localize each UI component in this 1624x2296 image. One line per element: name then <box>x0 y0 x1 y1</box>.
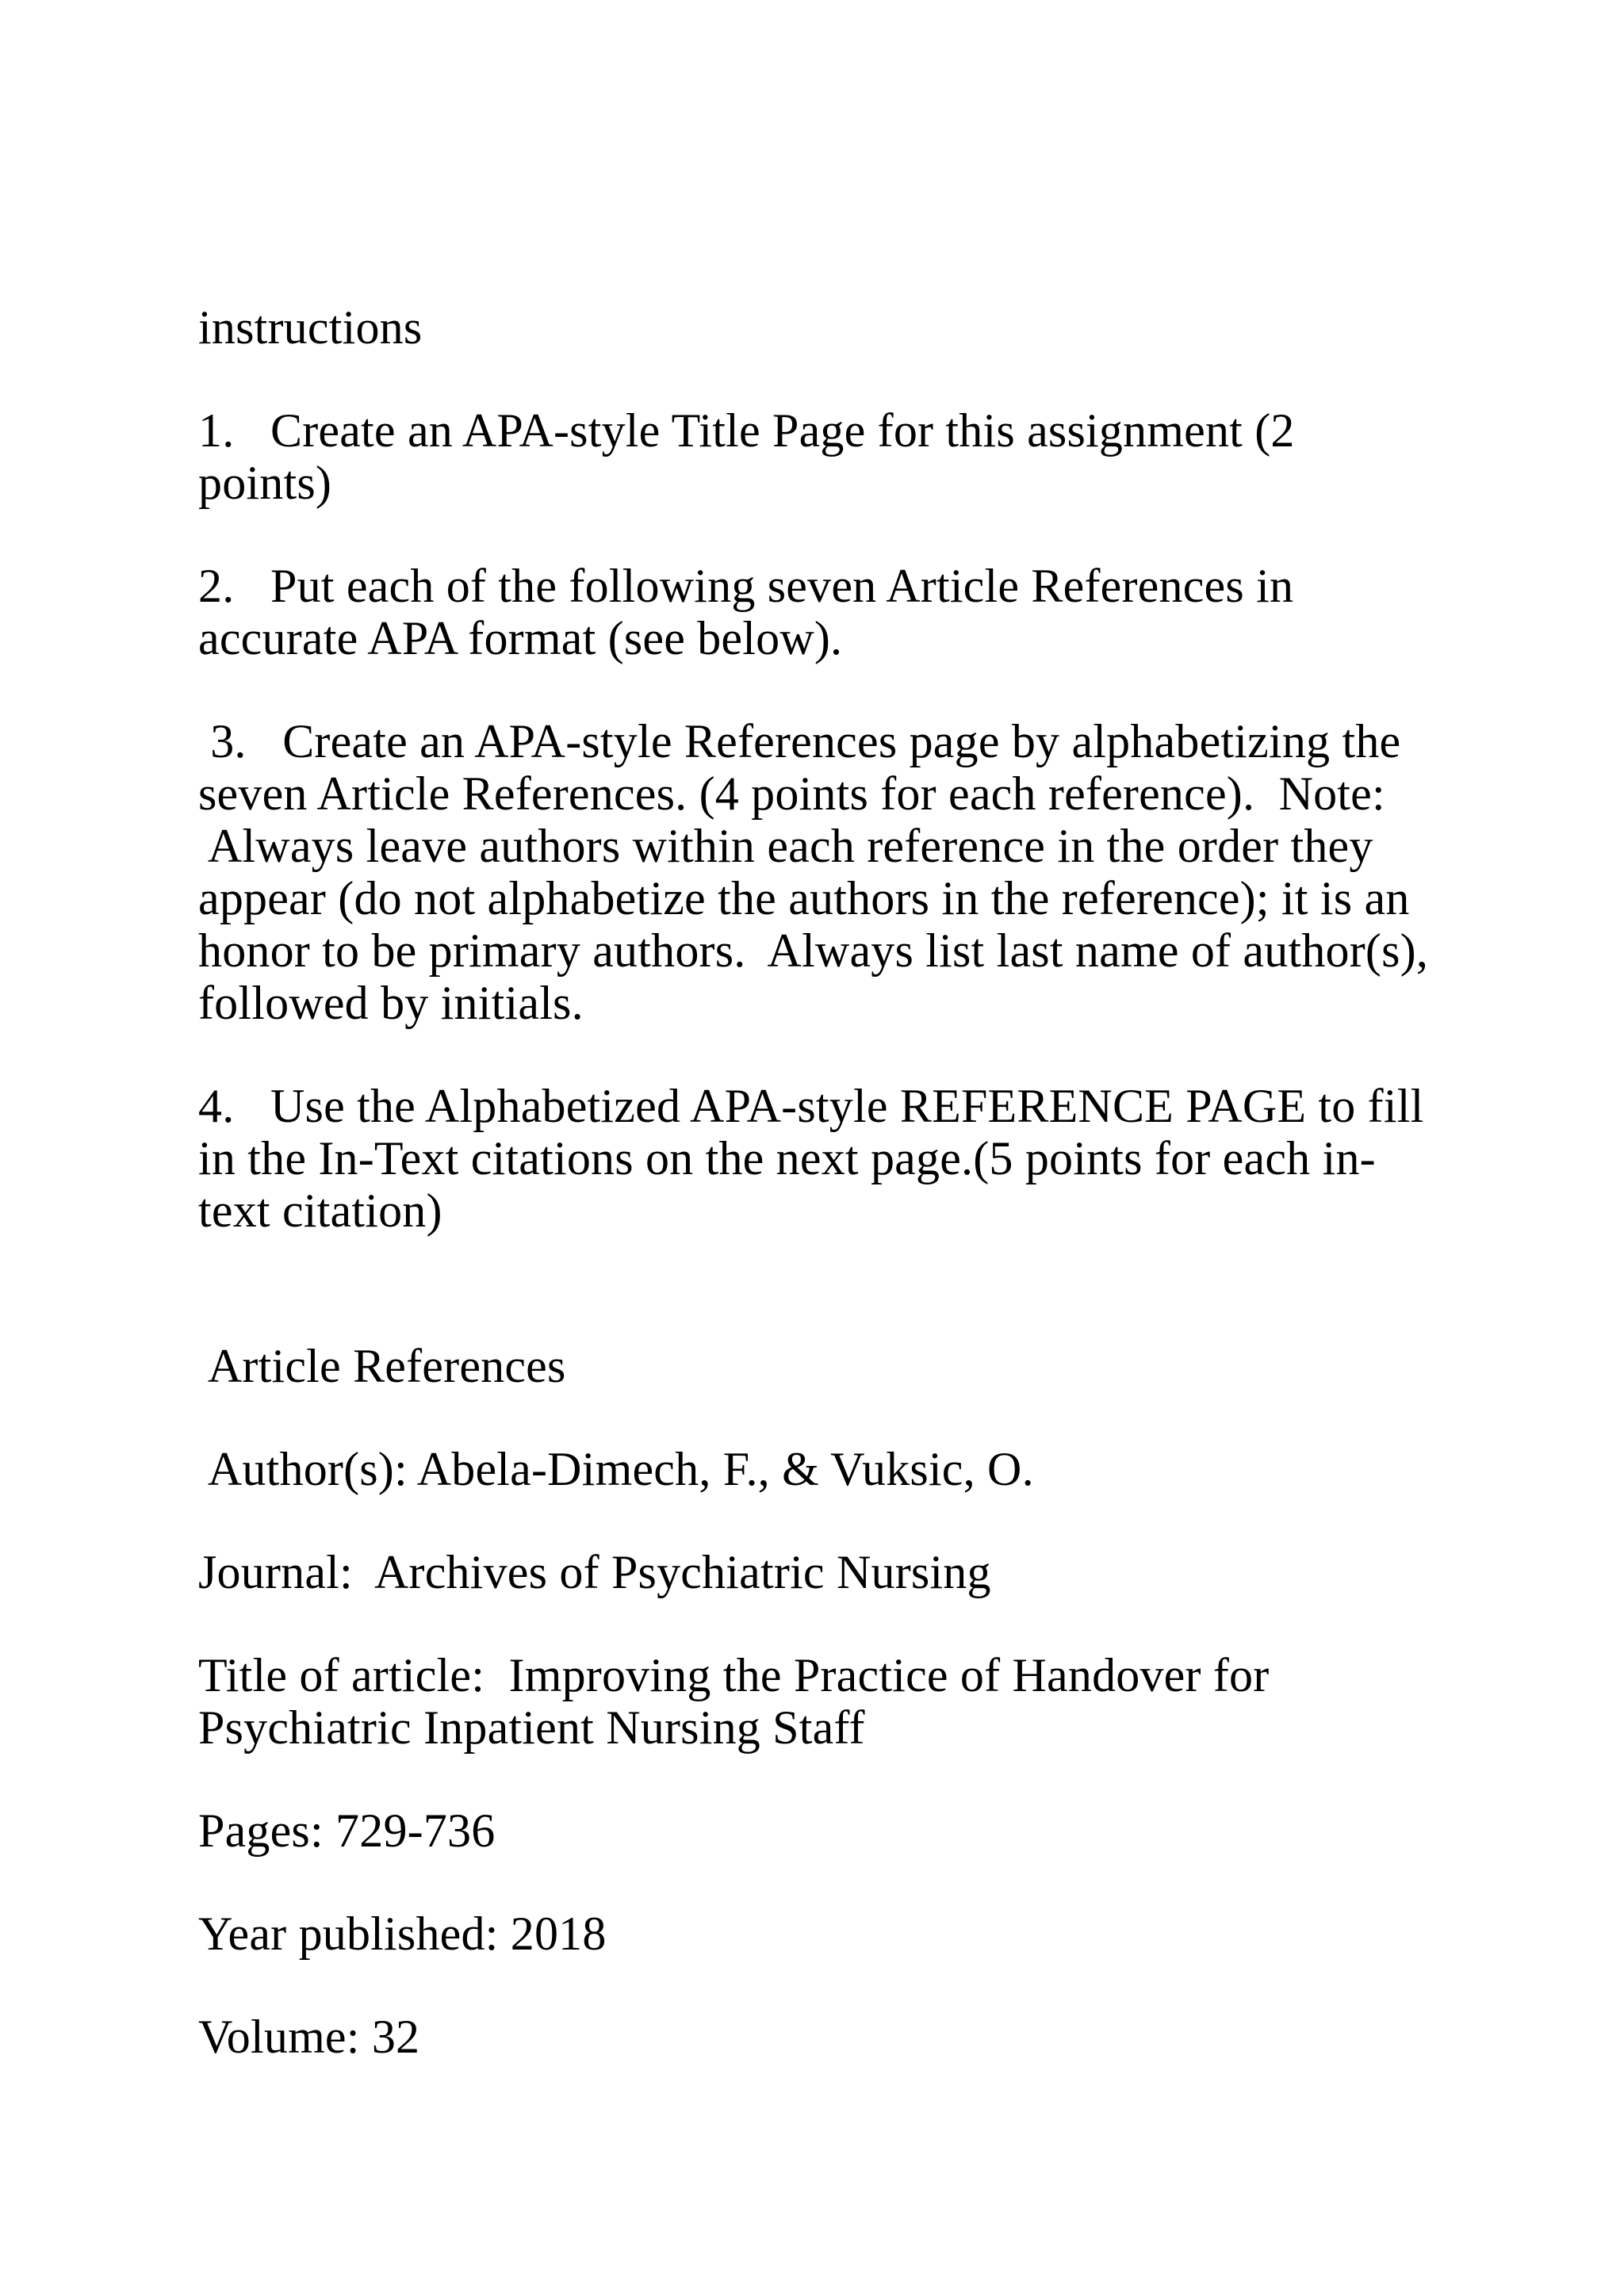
text-line: in the In-Text citations on the next page.(5 points for each in- <box>198 1132 1376 1184</box>
text-line: 2. Put each of the following seven Article References in <box>198 560 1294 612</box>
text-line: 3. Create an APA-style References page by alphabetizing the <box>198 715 1401 767</box>
text-line: Title of article: Improving the Practice of Handover for <box>198 1649 1270 1701</box>
paragraph-numbered-item-3 <box>198 715 1513 1080</box>
paragraph-reference-volume <box>198 2011 1513 2114</box>
text-line: points) <box>198 457 332 509</box>
text-line: 1. Create an APA-style Title Page for this assignment (2 <box>198 404 1295 457</box>
paragraph-reference-journal <box>198 1546 1513 1649</box>
text-line: Volume: 32 <box>198 2011 420 2063</box>
text-line: Article References <box>198 1340 566 1392</box>
paragraph-numbered-item-4 <box>198 1080 1513 1288</box>
text-line: appear (do not alphabetize the authors in the reference); it is an <box>198 872 1410 924</box>
text-line: 4. Use the Alphabetized APA-style REFERENCE PAGE to fill <box>198 1080 1424 1132</box>
text-line: accurate APA format (see below). <box>198 612 843 664</box>
paragraph-heading <box>198 301 1513 404</box>
text-line: Psychiatric Inpatient Nursing Staff <box>198 1701 865 1754</box>
paragraph-section-heading <box>198 1288 1513 1443</box>
text-line: Author(s): Abela-Dimech, F., & Vuksic, O. <box>198 1443 1034 1495</box>
text-line: instructions <box>198 301 423 354</box>
text-line: Always leave authors within each reference in the order they <box>198 820 1373 872</box>
paragraph-reference-title <box>198 1649 1513 1804</box>
paragraph-numbered-item-1 <box>198 404 1513 560</box>
text-line: Pages: 729-736 <box>198 1804 496 1857</box>
paragraph-numbered-item-2 <box>198 560 1513 715</box>
text-line: text citation) <box>198 1184 442 1237</box>
paragraph-reference-pages <box>198 1804 1513 1908</box>
text-line: honor to be primary authors. Always list last name of author(s), <box>198 924 1429 977</box>
text-line: seven Article References. (4 points for each reference). Note: <box>198 767 1385 820</box>
text-line: followed by initials. <box>198 977 584 1029</box>
text-line: Journal: Archives of Psychiatric Nursing <box>198 1546 991 1598</box>
document-body <box>198 301 1513 2114</box>
text-line: Year published: 2018 <box>198 1908 607 1960</box>
paragraph-reference-authors <box>198 1443 1513 1546</box>
paragraph-reference-year <box>198 1908 1513 2011</box>
